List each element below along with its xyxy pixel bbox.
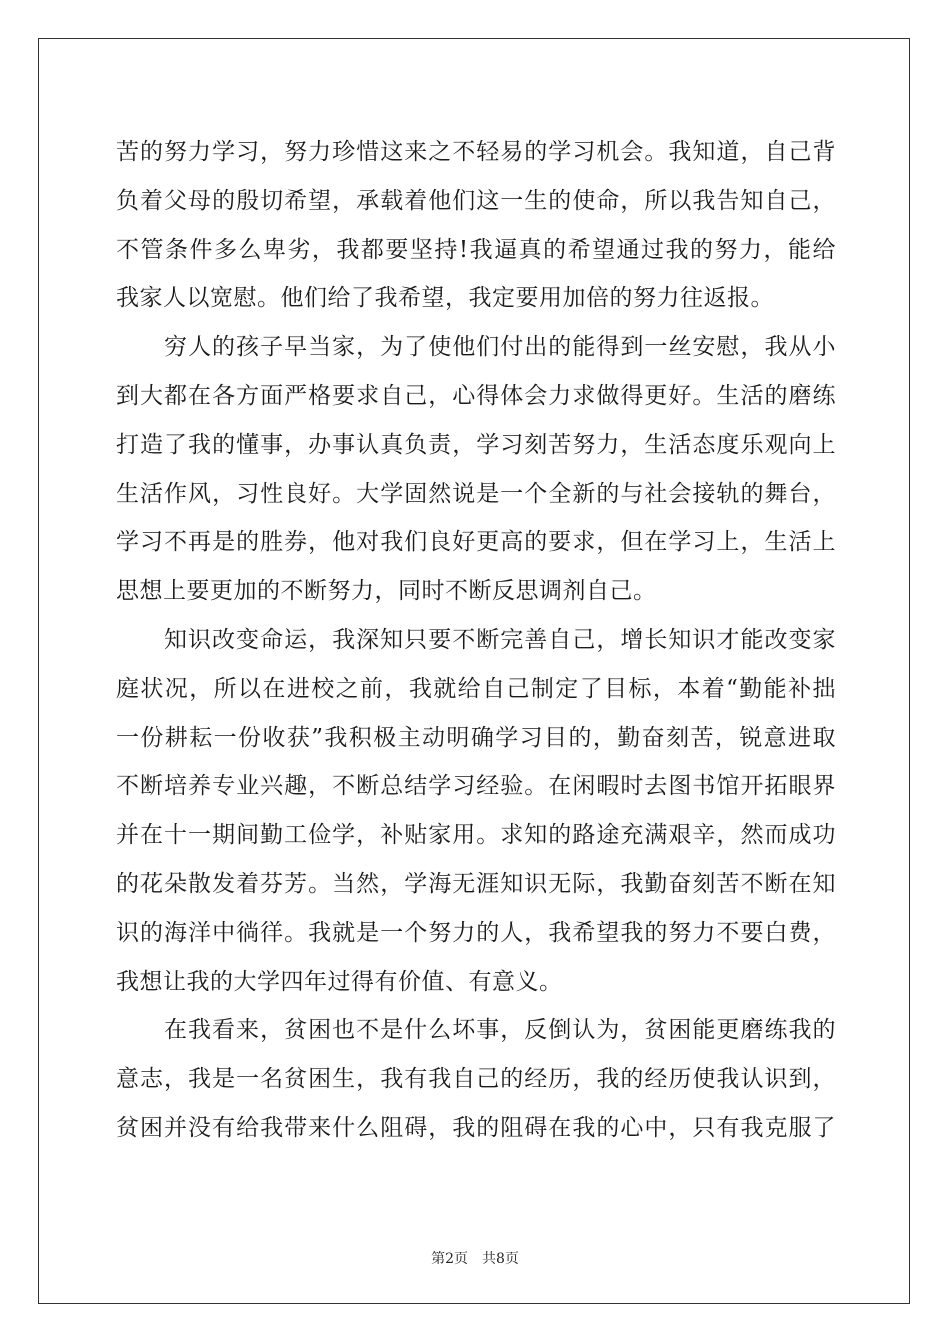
text-line: 在我看来，贫困也不是什么坏事，反倒认为，贫困能更磨练我的 [164, 1017, 836, 1044]
text-line: 贫困并没有给我带来什么阻碍，我的阻碍在我的心中，只有我克服了 [116, 1114, 836, 1141]
document-body [116, 128, 836, 1153]
text-line: 知识改变命运，我深知只要不断完善自己，增长知识才能改变家 [164, 626, 836, 653]
text-line: 生活作风，习性良好。大学固然说是一个全新的与社会接轨的舞台， [116, 480, 836, 507]
text-line: 一份耕耘一份收获”我积极主动明确学习目的，勤奋刻苦，锐意进取 [116, 724, 836, 751]
text-line: 负着父母的殷切希望，承载着他们这一生的使命，所以我告知自己， [116, 187, 836, 214]
text-line: 学习不再是的胜券，他对我们良好更高的要求，但在学习上，生活上 [116, 529, 836, 556]
text-line: 庭状况，所以在进校之前，我就给自己制定了目标，本着“勤能补拙 [116, 675, 836, 702]
text-line: 不断培养专业兴趣，不断总结学习经验。在闲暇时去图书馆开拓眼界 [116, 773, 836, 800]
page-total: 共8页 [482, 1251, 519, 1267]
text-line: 识的海洋中徜徉。我就是一个努力的人，我希望我的努力不要白费， [116, 919, 836, 946]
text-line: 我想让我的大学四年过得有价值、有意义。 [116, 968, 563, 995]
text-line: 到大都在各方面严格要求自己，心得体会力求做得更好。生活的磨练 [116, 382, 836, 409]
text-line: 不管条件多么卑劣，我都要坚持!我逼真的希望通过我的努力，能给 [116, 236, 836, 263]
text-line: 穷人的孩子早当家，为了使他们付出的能得到一丝安慰，我从小 [164, 334, 836, 361]
text-line: 思想上要更加的不断努力，同时不断反思调剂自己。 [116, 578, 657, 605]
text-line: 打造了我的懂事，办事认真负责，学习刻苦努力，生活态度乐观向上 [116, 431, 836, 458]
page-number: 第2页 [431, 1251, 468, 1267]
text-line: 我家人以宽慰。他们给了我希望，我定要用加倍的努力往返报。 [116, 285, 774, 312]
text-line: 的花朵散发着芬芳。当然，学海无涯知识无际，我勤奋刻苦不断在知 [116, 870, 836, 897]
text-line: 苦的努力学习，努力珍惜这来之不轻易的学习机会。我知道，自己背 [116, 139, 836, 165]
text-line: 并在十一期间勤工俭学，补贴家用。求知的路途充满艰辛，然而成功 [116, 822, 836, 849]
text-line: 意志，我是一名贫困生，我有我自己的经历，我的经历使我认识到， [116, 1066, 836, 1093]
page-footer [0, 1248, 950, 1268]
